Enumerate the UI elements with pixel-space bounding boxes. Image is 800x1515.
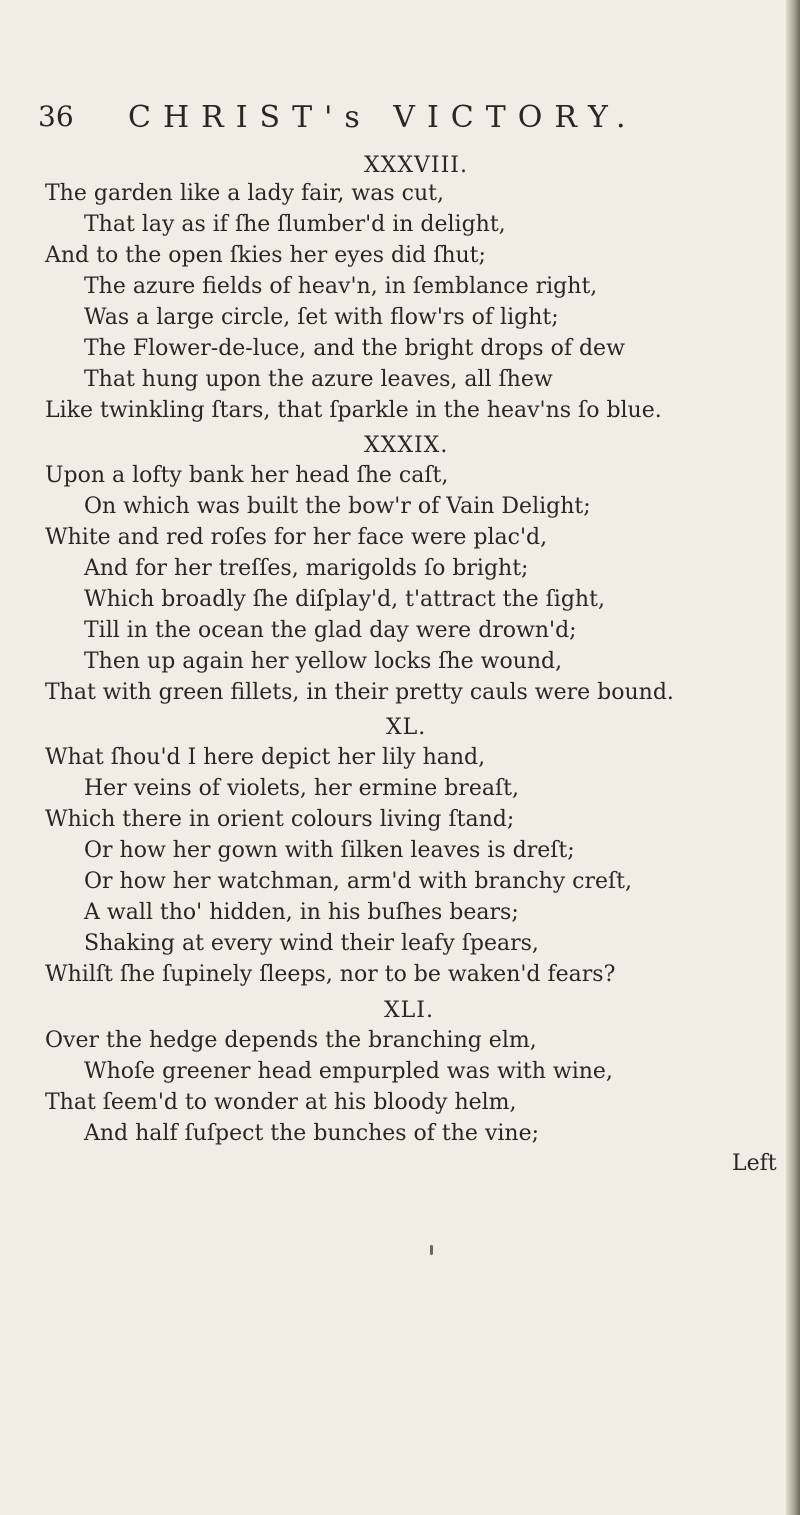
verse-line: Or how her gown with ſilken leaves is dreſt; [84, 838, 575, 863]
verse-line: Upon a lofty bank her head ſhe caſt, [45, 463, 449, 488]
catchword: Left [732, 1151, 777, 1176]
verse-line: Till in the ocean the glad day were drown'd; [84, 618, 577, 643]
verse-line: Or how her watchman, arm'd with branchy creſt, [84, 869, 633, 894]
page-header [0, 100, 800, 140]
page-edge [786, 0, 800, 1515]
verse-line: Whilſt ſhe ſupinely ſleeps, nor to be waken'd fears? [45, 962, 616, 987]
verse-line: Which there in orient colours living ſtand; [45, 807, 515, 832]
verse-line: Was a large circle, ſet with flow'rs of light; [84, 305, 559, 330]
verse-line: That ſeem'd to wonder at his bloody helm, [45, 1090, 517, 1115]
page-number: 36 [38, 100, 74, 133]
verse-line: Then up again her yellow locks ſhe wound, [84, 649, 563, 674]
verse-line: White and red roſes for her face were plac'd, [45, 525, 548, 550]
verse-line: The azure fields of heav'n, in ſemblance right, [84, 274, 598, 299]
verse-line: That lay as if ſhe ſlumber'd in delight, [84, 212, 506, 237]
stanza-numeral: XLI. [384, 998, 434, 1023]
verse-line: Her veins of violets, her ermine breaſt, [84, 776, 519, 801]
verse-line: What ſhou'd I here depict her lily hand, [45, 745, 486, 770]
verse-line: Over the hedge depends the branching elm, [45, 1028, 537, 1053]
running-title: CHRIST's VICTORY. [128, 100, 638, 135]
verse-line: Whoſe greener head empurpled was with wine, [84, 1059, 613, 1084]
verse-line: Shaking at every wind their leafy ſpears, [84, 931, 539, 956]
verse-line: That hung upon the azure leaves, all ſhew [84, 367, 553, 392]
verse-line: Like twinkling ſtars, that ſparkle in the heav'ns ſo blue. [45, 398, 662, 423]
verse-line: Which broadly ſhe diſplay'd, t'attract the ſight, [84, 587, 605, 612]
verse-line: And for her treſſes, marigolds ſo bright; [84, 556, 529, 581]
stanza-numeral: XXXVIII. [364, 153, 468, 178]
verse-line: And half ſuſpect the bunches of the vine; [84, 1121, 540, 1146]
verse-line: And to the open ſkies her eyes did ſhut; [45, 243, 486, 268]
verse-line: The Flower-de-luce, and the bright drops of dew [84, 336, 625, 361]
stanza-numeral: XXXIX. [364, 433, 449, 458]
verse-line: The garden like a lady fair, was cut, [45, 181, 444, 206]
verse-line: On which was built the bow'r of Vain Delight; [84, 494, 591, 519]
ink-speck [430, 1245, 433, 1255]
verse-line: That with green fillets, in their pretty cauls were bound. [45, 680, 674, 705]
stanza-numeral: XL. [386, 715, 427, 740]
verse-line: A wall tho' hidden, in his buſhes bears; [84, 900, 519, 925]
